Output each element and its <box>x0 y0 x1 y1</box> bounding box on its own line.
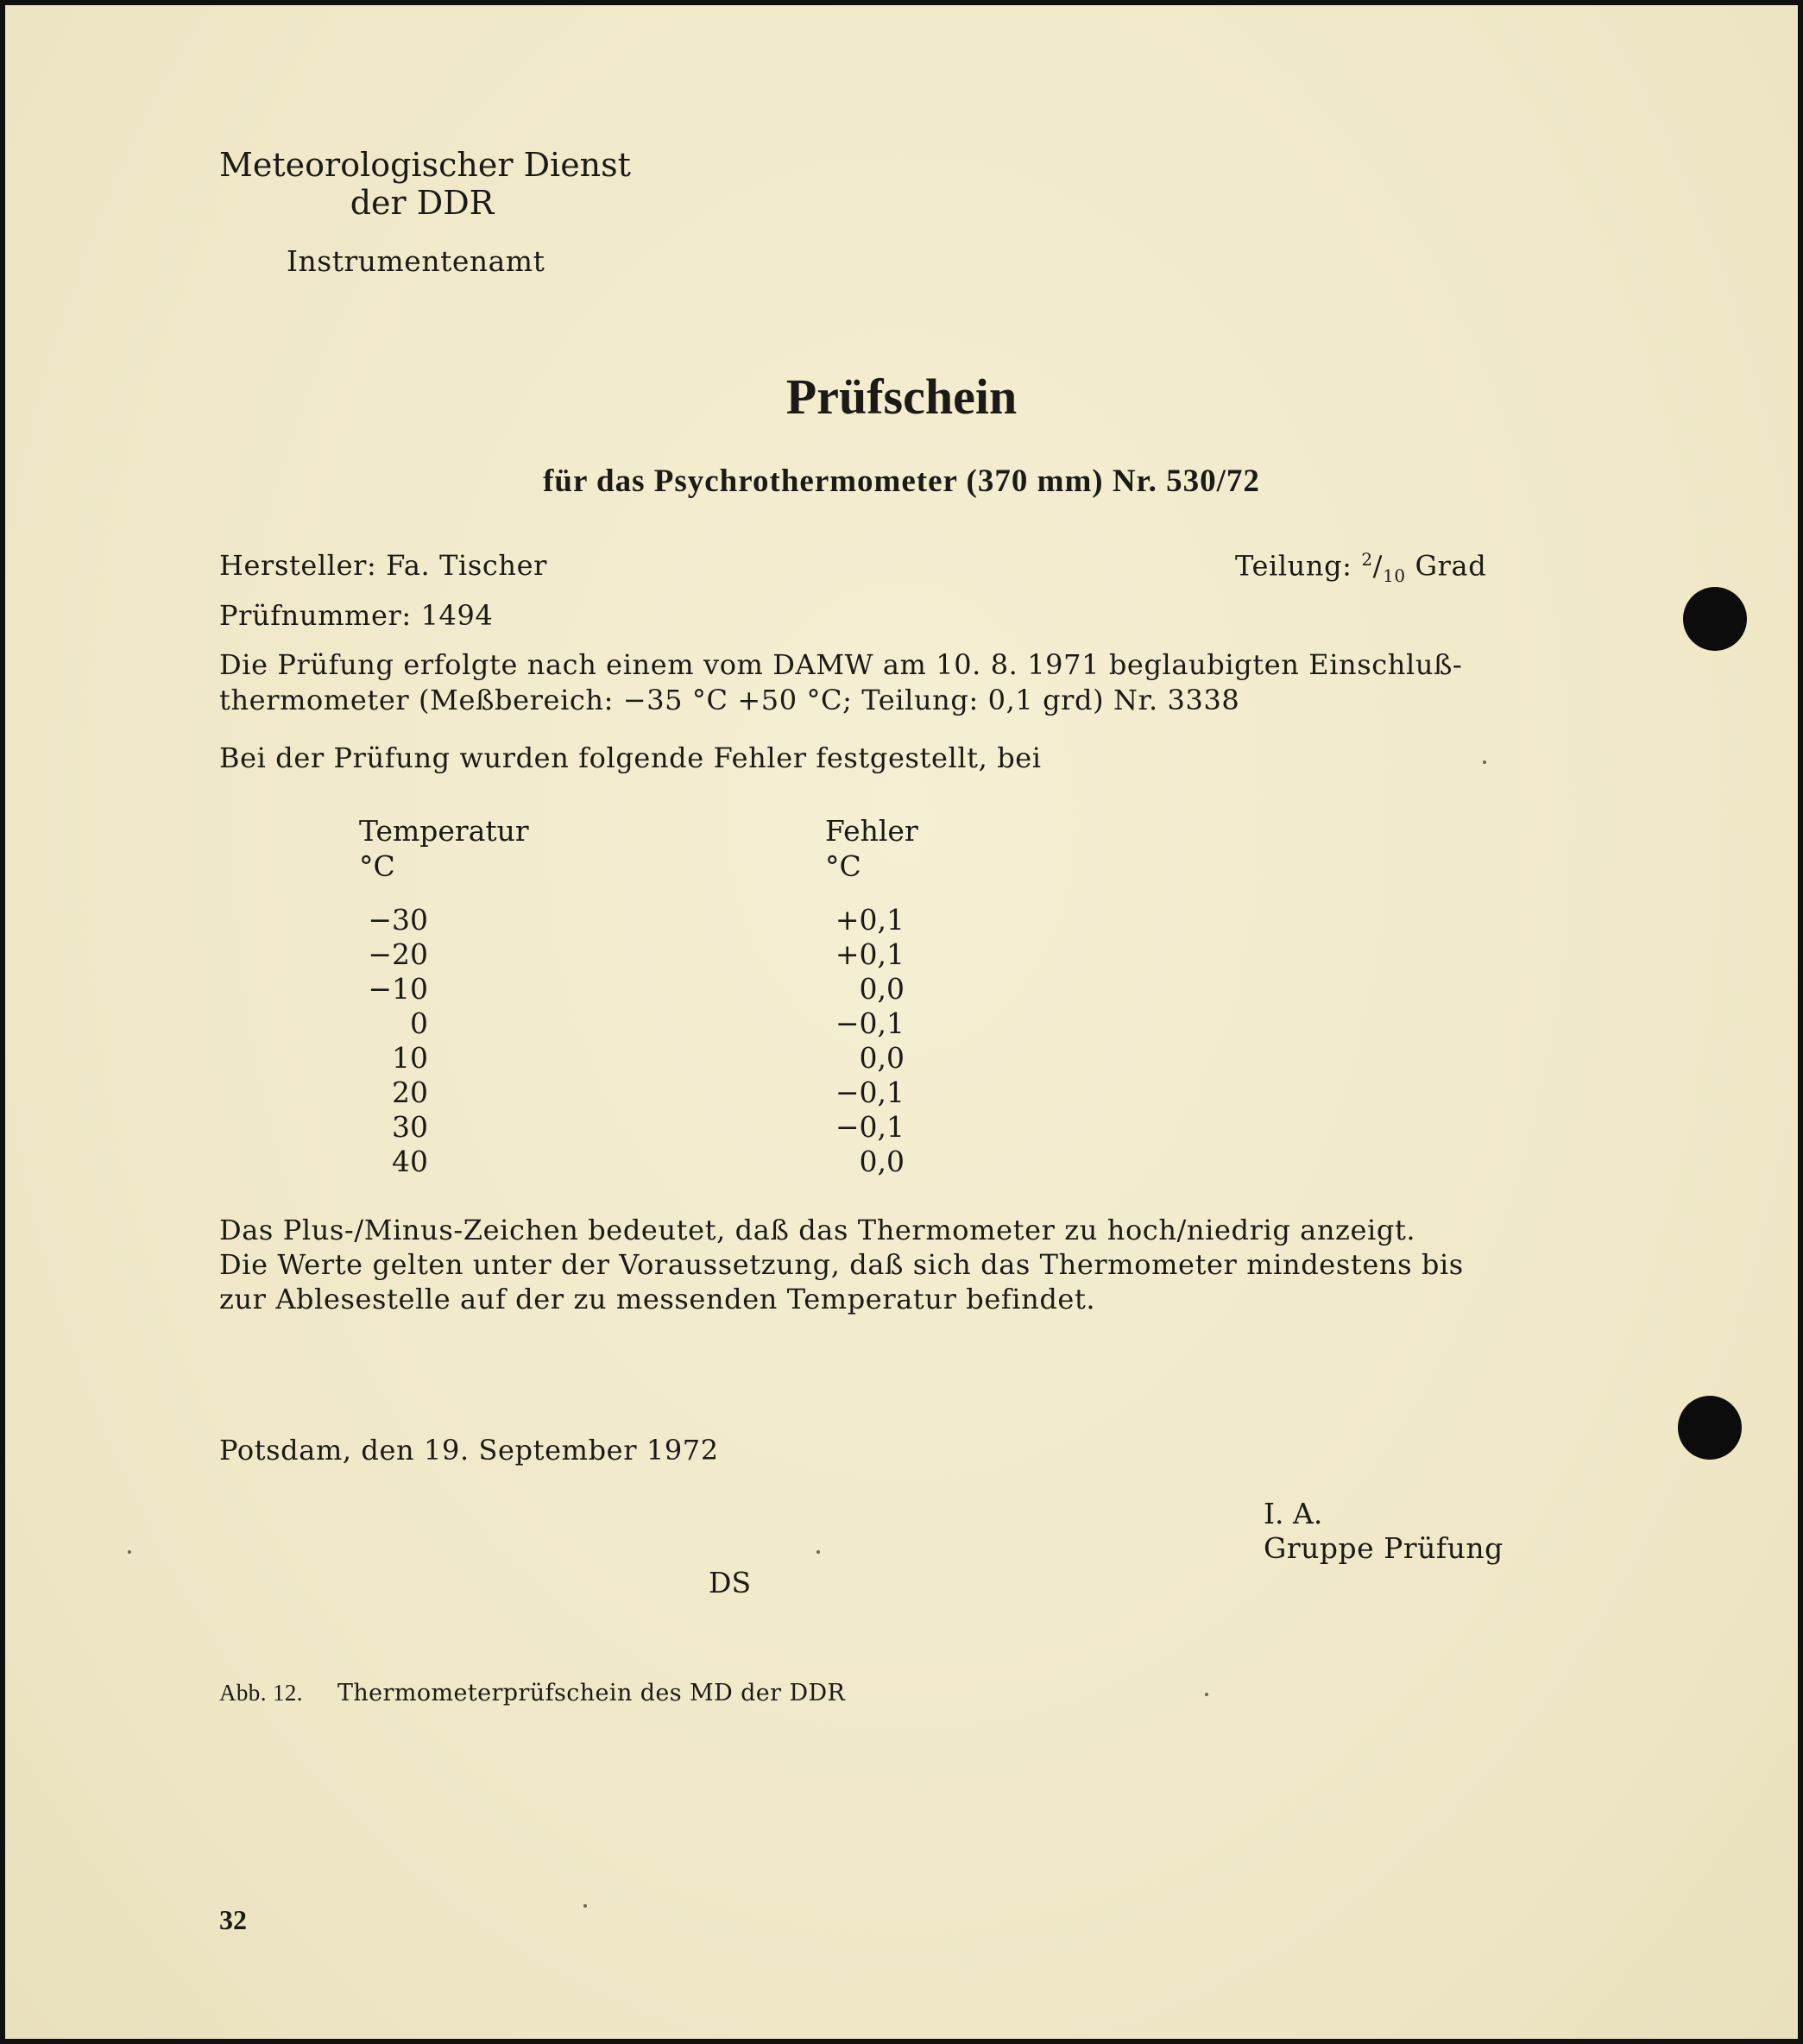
graduation-unit: Grad <box>1415 549 1487 583</box>
paper-speck <box>1205 1693 1208 1696</box>
cell-error: −0,1 <box>835 1110 905 1144</box>
paper-speck <box>128 1550 131 1554</box>
graduation-denominator: 10 <box>1383 565 1406 587</box>
table-header-error: Fehler <box>825 814 918 848</box>
cell-temperature: −20 <box>368 937 428 971</box>
table-header-temperature-unit: °C <box>359 849 395 883</box>
cell-error: +0,1 <box>835 903 905 937</box>
page-number: 32 <box>219 1904 247 1935</box>
cell-error: 0,0 <box>859 1145 905 1178</box>
cell-error: 0,0 <box>859 1041 905 1075</box>
document-subtitle: für das Psychrothermometer (370 mm) Nr. 530/72 <box>543 464 1260 499</box>
punch-hole-top <box>1683 587 1747 651</box>
caption-number: Abb. 12. <box>219 1680 303 1706</box>
table-header-temperature: Temperatur <box>359 814 529 848</box>
paragraph-reference-line1: Die Prüfung erfolgte nach einem vom DAMW am 10. 8. 1971 beglaubigten Einschluß- <box>219 648 1463 681</box>
cell-temperature: 0 <box>410 1006 428 1040</box>
graduation: Teilung: $^2/_{10}$ Grad <box>1235 549 1487 587</box>
place-and-date: Potsdam, den 19. September 1972 <box>219 1434 719 1467</box>
cell-temperature: 40 <box>392 1145 428 1178</box>
cell-temperature: 10 <box>392 1041 428 1075</box>
paper-speck <box>816 1550 820 1554</box>
note-line3: zur Ablesestelle auf der zu messenden Temperatur befindet. <box>219 1283 1096 1315</box>
paper-speck <box>1483 760 1486 764</box>
paper-speck <box>583 1904 587 1908</box>
org-name-line1: Meteorologischer Dienst <box>219 146 631 184</box>
punch-hole-bottom <box>1678 1396 1742 1460</box>
table-header-error-unit: °C <box>825 849 861 883</box>
signature-ia: I. A. <box>1264 1497 1323 1530</box>
cell-temperature: −10 <box>368 972 428 1006</box>
cell-temperature: 30 <box>392 1110 428 1144</box>
graduation-numerator: 2 <box>1361 549 1373 570</box>
cell-temperature: 20 <box>392 1076 428 1109</box>
manufacturer: Hersteller: Fa. Tischer <box>219 549 548 582</box>
figure-caption <box>219 1680 845 1706</box>
cell-error: 0,0 <box>859 972 905 1006</box>
note-line2: Die Werte gelten unter der Voraussetzung, daß sich das Thermometer mindestens bis <box>219 1248 1464 1281</box>
cell-temperature: −30 <box>368 903 428 937</box>
org-department: Instrumentenamt <box>287 244 545 278</box>
org-name-line2: der DDR <box>350 184 495 222</box>
paragraph-reference-line2: thermometer (Meßbereich: −35 °C +50 °C; Teilung: 0,1 grd) Nr. 3338 <box>219 684 1240 716</box>
cell-error: +0,1 <box>835 937 905 971</box>
caption-text: Thermometerprüfschein des MD der DDR <box>337 1680 846 1706</box>
stamp-initials: DS <box>709 1566 752 1599</box>
document-title: Prüfschein <box>785 369 1018 425</box>
cell-error: −0,1 <box>835 1006 905 1040</box>
signature-group: Gruppe Prüfung <box>1264 1531 1504 1565</box>
graduation-label: Teilung: <box>1235 549 1352 583</box>
test-number: Prüfnummer: 1494 <box>219 599 494 632</box>
cell-error: −0,1 <box>835 1076 905 1109</box>
document-page <box>5 5 1798 2039</box>
paragraph-errors-intro: Bei der Prüfung wurden folgende Fehler festgestellt, bei <box>219 741 1042 774</box>
note-line1: Das Plus-/Minus-Zeichen bedeutet, daß das Thermometer zu hoch/niedrig anzeigt. <box>219 1214 1416 1246</box>
